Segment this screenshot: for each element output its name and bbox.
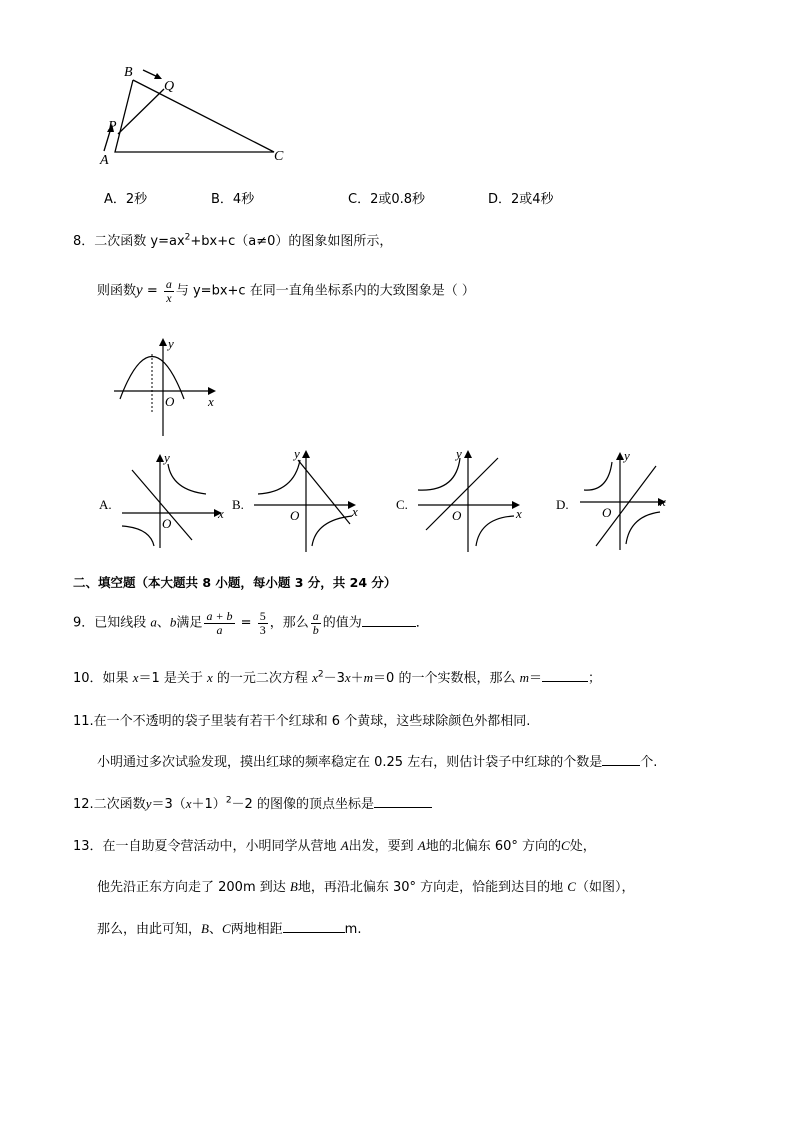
label-q: Q — [164, 79, 175, 94]
y-label: y — [624, 448, 630, 463]
q9: 9．已知线段 a、b满足 $\frac{a + b}{a}$ = $\frac{5}{3}$ ，那么 $\frac{a}{b}$ 的值为 ． — [73, 609, 429, 637]
fraction-a-over-b: $\frac{a}{b}$ — [312, 609, 319, 637]
q13-line3: 那么，由此可知，B、C两地相距 m. — [97, 921, 362, 937]
q8-option-a-label: A. — [99, 497, 112, 512]
origin-label: O — [165, 394, 175, 409]
y-axis-arrow — [302, 450, 310, 458]
q8-line1: 8．二次函数 $y=ax^2+bx+c(a\ne 0)$的图象如图所示， — [73, 232, 393, 249]
label-c: C — [274, 149, 284, 164]
q13-line1: 13．在一自助夏令营活动中，小明同学从营地 A出发，要到 A地的北偏东 60° 方向的C处， — [73, 838, 596, 854]
q13-line2: 他先沿正东方向走了 200m 到达 B地，再沿北偏东 30° 方向走，恰能到达目的地 C（如图）， — [97, 879, 635, 895]
hyperbola-branch-1 — [584, 462, 612, 490]
option-a-graph — [118, 450, 230, 550]
fraction-5-over-3: $\frac{5}{3}$ — [259, 609, 266, 637]
y-label: y — [456, 446, 462, 461]
option-b-graph — [252, 446, 364, 554]
q7-option-c: C．2或0.8秒 — [348, 192, 426, 207]
x-label: x — [208, 394, 214, 409]
section-title: 二、填空题（本大题共 8 小题，每小题 3 分，共 24 分） — [73, 575, 397, 590]
hyperbola-branch-2 — [626, 512, 660, 544]
q7-option-a: A．2秒 — [104, 192, 148, 207]
q8-option-d-label: D. — [556, 497, 569, 512]
x-label: x — [352, 504, 358, 519]
answer-blank[interactable] — [602, 753, 640, 766]
hyperbola-branch-2 — [312, 516, 352, 546]
hyperbola-branch-2 — [476, 516, 514, 546]
q8-option-c-label: C. — [396, 497, 408, 512]
label-p: P — [108, 119, 117, 134]
y-axis-arrow — [464, 450, 472, 458]
origin-label: O — [602, 505, 612, 520]
x-label: x — [218, 506, 224, 521]
hyperbola-branch-1 — [258, 460, 300, 494]
q10: 10．如果 x＝1 是关于 x 的一元二次方程 $x^2-3x+m=0$ 的一个实数根，那么 m＝ ； — [73, 669, 602, 686]
q11-line2: 小明通过多次试验发现，摸出红球的频率稳定在 0.25 左右，则估计袋子中红球的个数是 个. — [97, 755, 658, 770]
y-label: y — [294, 446, 300, 461]
origin-label: O — [452, 508, 462, 523]
q7-option-d: D．2或4秒 — [488, 192, 554, 207]
hyperbola-branch-1 — [418, 458, 460, 490]
y-axis-arrow — [159, 338, 167, 346]
label-b: B — [124, 65, 133, 80]
parabola-graph — [108, 334, 223, 440]
y-axis-arrow — [616, 452, 624, 460]
fraction-a-plus-b-over-a: $\frac{a + b}{a}$ — [206, 609, 233, 637]
answer-blank[interactable] — [362, 614, 416, 627]
origin-label: O — [162, 516, 172, 531]
q7-option-b: B．4秒 — [211, 192, 255, 207]
q12: 12.二次函数$y=3(x+1)^2-2$ 的图像的顶点坐标是 — [73, 793, 432, 812]
answer-blank[interactable] — [283, 920, 345, 933]
answer-blank[interactable] — [374, 795, 432, 808]
y-label: y — [164, 450, 170, 465]
x-label: x — [516, 506, 522, 521]
option-c-graph — [414, 446, 528, 554]
q11-line1: 11.在一个不透明的袋子里装有若干个红球和 6 个黄球，这些球除颜色外都相同. — [73, 714, 531, 729]
answer-blank[interactable] — [542, 669, 588, 682]
fraction-a-over-x: $\frac{a}{x}$ — [165, 277, 172, 305]
q8-option-b-label: B. — [232, 497, 244, 512]
x-label: x — [660, 494, 666, 509]
y-label: y — [168, 336, 174, 351]
option-d-graph — [576, 448, 672, 552]
label-a: A — [100, 153, 109, 168]
hyperbola-branch-1 — [168, 464, 206, 494]
triangle-figure — [96, 58, 296, 168]
q8-line2: 则函数y = $\frac{a}{x}$ 与 y=bx+c 在同一直角坐标系内的大致图象是（ ） — [97, 277, 475, 305]
line-graph — [426, 458, 498, 530]
hyperbola-branch-2 — [122, 526, 154, 546]
origin-label: O — [290, 508, 300, 523]
y-axis-arrow — [156, 454, 164, 462]
triangle-outline — [115, 80, 274, 152]
